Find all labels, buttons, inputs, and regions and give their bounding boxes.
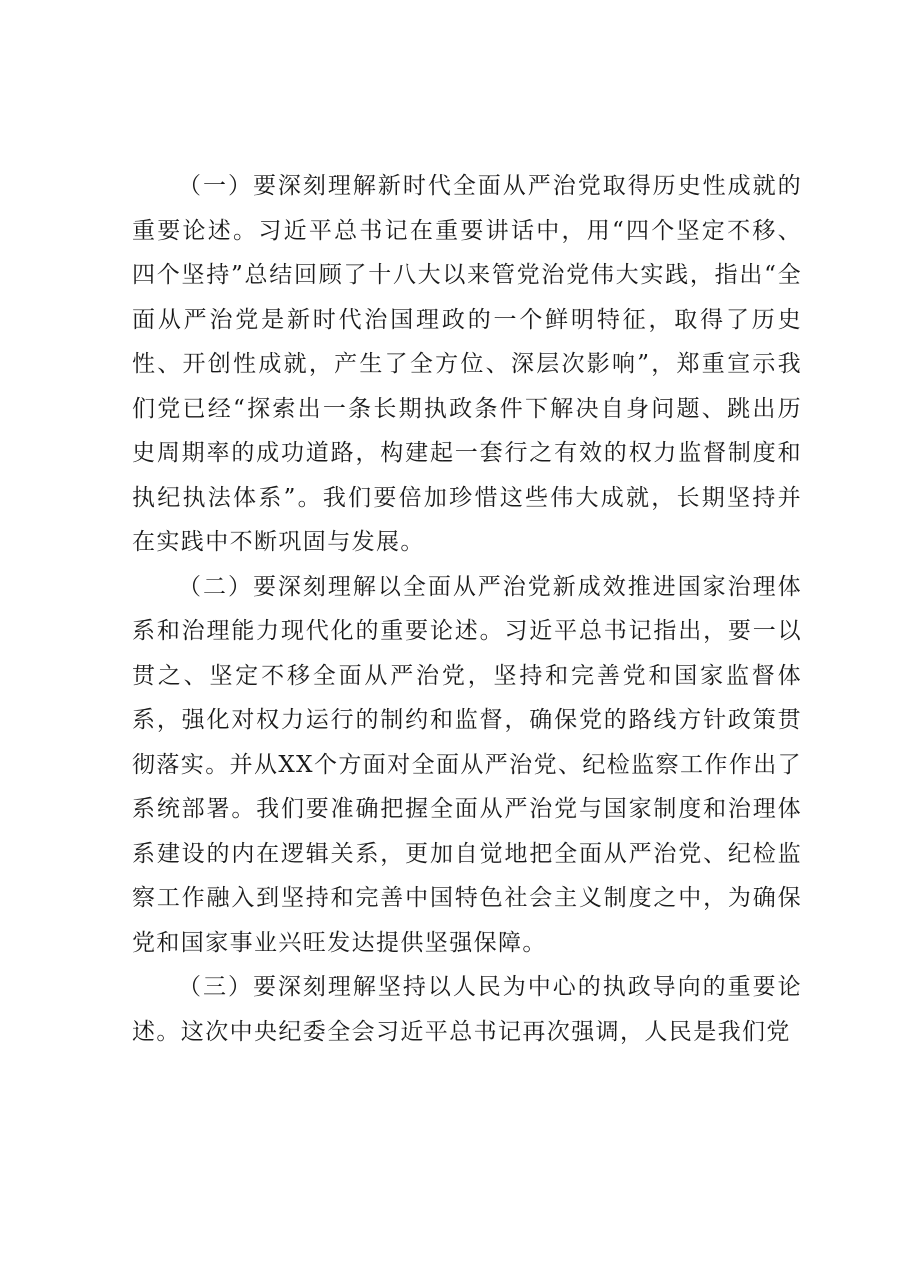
paragraph-2: （二）要深刻理解以全面从严治党新成效推进国家治理体系和治理能力现代化的重要论述。习近平总书记指出，要一以贯之、坚定不移全面从严治党，坚持和完善党和国家监督体系，强化对权力运行的制约和监督，确保党的路线方针政策贯彻落实。并从XX个方面对全面从严治党、纪检监察工作作出了系统部署。我们要准确把握全面从严治党与国家制度和治理体系建设的内在逻辑关系，更加自觉地把全面从严治党、纪检监察工作融入到坚持和完善中国特色社会主义制度之中，为确保党和国家事业兴旺发达提供坚强保障。: [132, 573, 802, 956]
paragraph-3: （三）要深刻理解坚持以人民为中心的执政导向的重要论述。这次中央纪委全会习近平总书记再次强调，人民是我们党: [132, 974, 802, 1045]
paragraph-1: （一）要深刻理解新时代全面从严治党取得历史性成就的重要论述。习近平总书记在重要讲话中，用“四个坚定不移、四个坚持”总结回顾了十八大以来管党治党伟大实践，指出“全面从严治党是新时代治国理政的一个鲜明特征，取得了历史性、开创性成就，产生了全方位、深层次影响”，郑重宣示我们党已经“探索出一条长期执政条件下解决自身问题、跳出历史周期率的成功道路，构建起一套行之有效的权力监督制度和执纪执法体系”。我们要倍加珍惜这些伟大成就，长期坚持并在实践中不断巩固与发展。: [132, 173, 802, 555]
document-body: [132, 164, 802, 1054]
